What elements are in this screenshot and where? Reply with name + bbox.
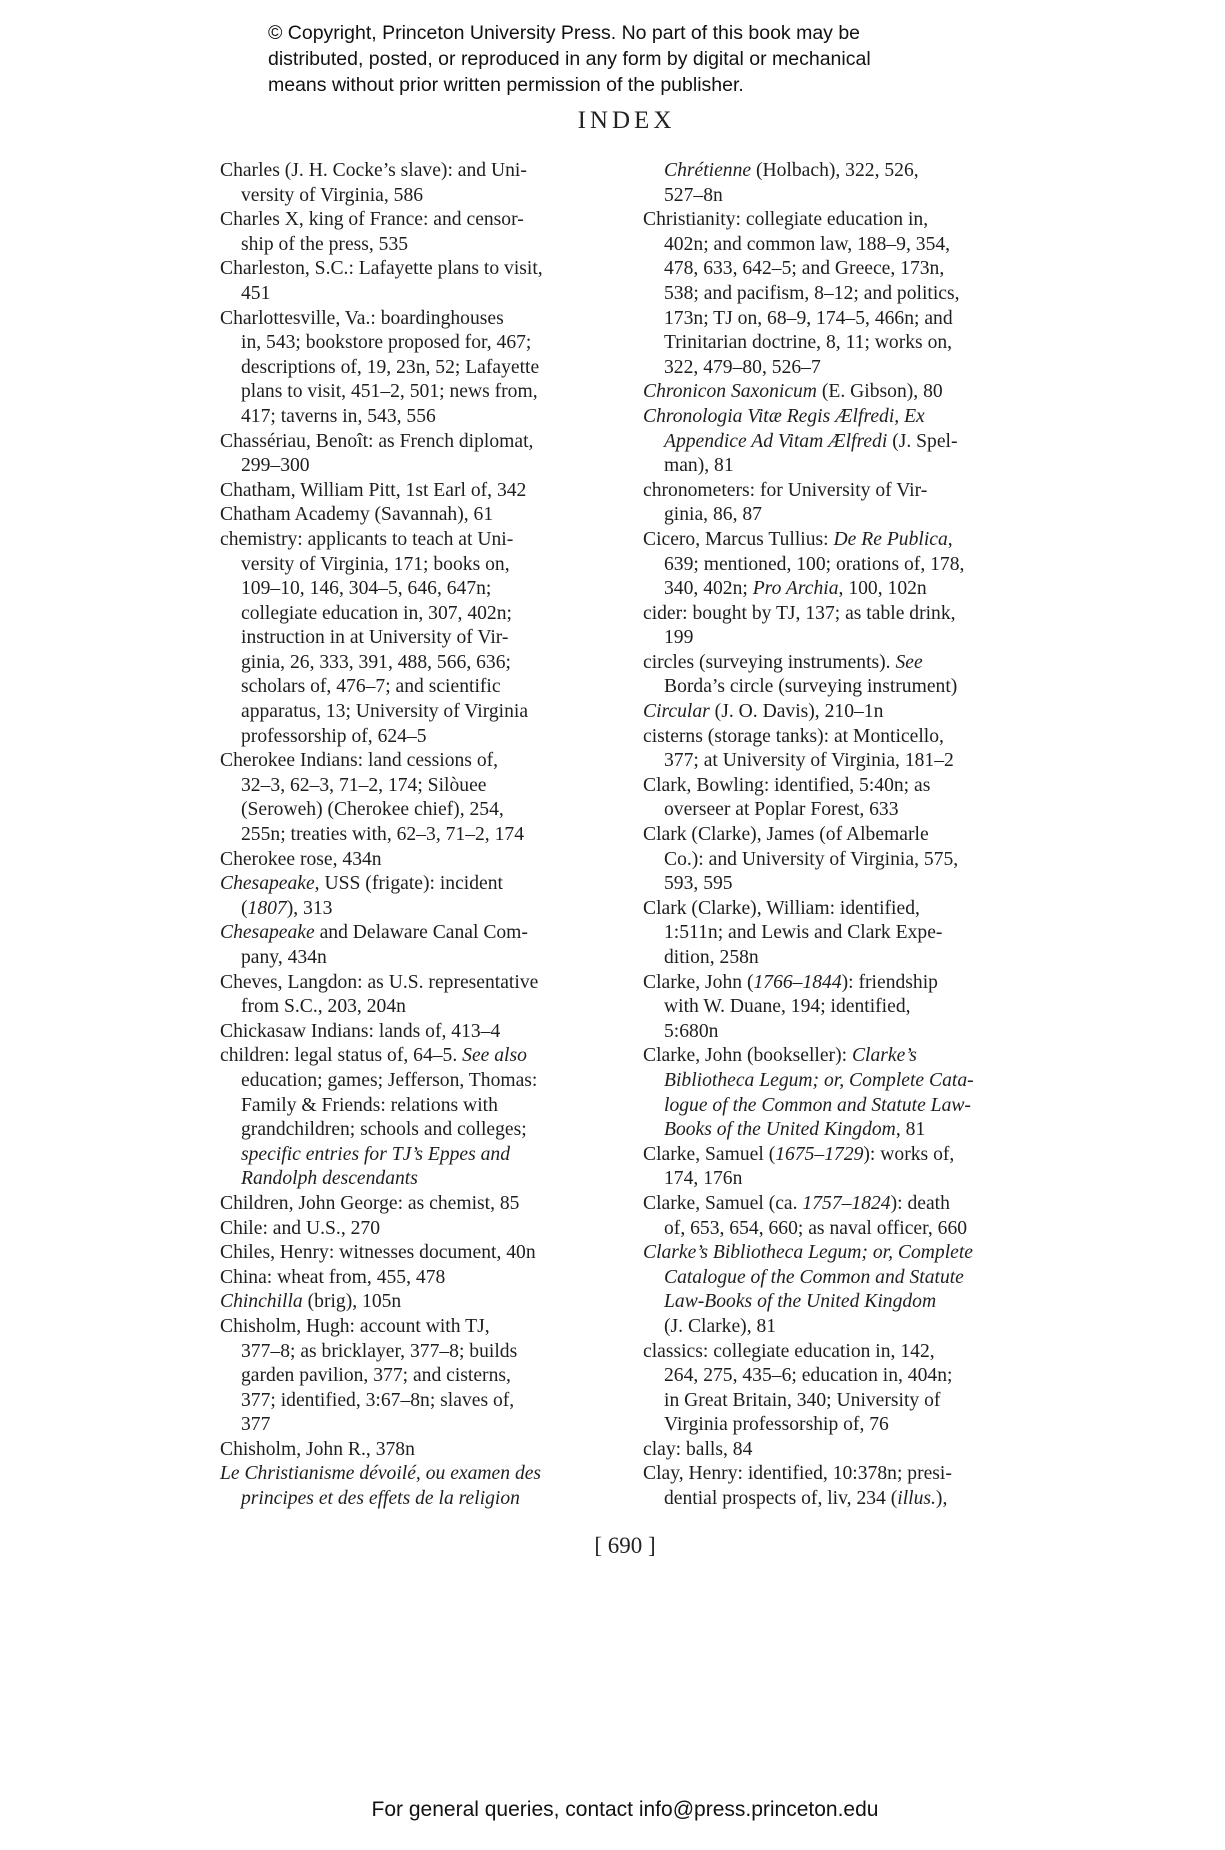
index-entry-line: versity of Virginia, 586 [241, 184, 424, 206]
index-entry-line: 377; identified, 3:67–8n; slaves of, [241, 1389, 515, 1411]
index-entry [643, 1340, 1048, 1438]
index-column-left [220, 159, 625, 1512]
index-entry [643, 1044, 1048, 1142]
index-entry-line: Clarke, John (bookseller): Clarke’s [643, 1045, 917, 1067]
index-entry-line: overseer at Poplar Forest, 633 [664, 799, 899, 821]
index-entry-line: 538; and pacifism, 8–12; and politics, [664, 282, 960, 304]
index-entry-line: garden pavilion, 377; and cisterns, [241, 1365, 511, 1387]
index-entry-line: collegiate education in, 307, 402n; [241, 602, 512, 624]
index-entry-line: 322, 479–80, 526–7 [664, 356, 821, 378]
index-entry-line: 402n; and common law, 188–9, 354, [664, 233, 951, 255]
index-entry-line: Clark (Clarke), James (of Albemarle [643, 824, 929, 846]
page-number: [ 690 ] [594, 1533, 656, 1558]
index-entry [220, 1315, 625, 1438]
index-entry [220, 307, 625, 430]
index-entry-line: man), 81 [664, 455, 734, 477]
index-entry-line: Chesapeake, USS (frigate): incident [220, 873, 503, 895]
index-entry-line: education; games; Jefferson, Thomas: [241, 1069, 538, 1091]
index-entry-line: in, 543; bookstore proposed for, 467; [241, 332, 532, 354]
index-entry-line: pany, 434n [241, 947, 327, 968]
index-entry-line: Clarke, John (1766–1844): friendship [643, 971, 938, 993]
index-entry-line: Law-Books of the United Kingdom [664, 1291, 937, 1313]
index-entry-line: Cicero, Marcus Tullius: De Re Publica, [643, 528, 953, 550]
index-entry [643, 897, 1048, 971]
index-entry-line: Clarke, Samuel (ca. 1757–1824): death [643, 1192, 950, 1214]
index-entry [220, 479, 625, 504]
index-entry-line: 264, 275, 435–6; education in, 404n; [664, 1365, 953, 1387]
index-entry-line: Christianity: collegiate education in, [643, 209, 929, 231]
index-entry-line: from S.C., 203, 204n [241, 996, 406, 1018]
index-entry [220, 1217, 625, 1242]
index-entry-line: professorship of, 624–5 [241, 725, 427, 747]
index-entry [220, 1438, 625, 1463]
index-entry-line: 173n; TJ on, 68–9, 174–5, 466n; and [664, 307, 953, 329]
index-entry-line: 5:680n [664, 1020, 719, 1042]
index-entry [220, 528, 625, 749]
footer-contact: For general queries, contact info@press.princeton.edu [371, 1798, 879, 1821]
index-entry [220, 848, 625, 873]
index-entry [643, 1462, 1048, 1511]
index-entry-line: Cherokee rose, 434n [220, 848, 382, 870]
index-entry [220, 503, 625, 528]
index-entry-line: Family & Friends: relations with [241, 1094, 498, 1116]
index-entry-line: (1807), 313 [241, 897, 333, 919]
index-entry [220, 971, 625, 1020]
index-entry-line: circles (surveying instruments). See [643, 651, 923, 673]
index-entry [643, 1192, 1048, 1241]
index-entry-line: Books of the United Kingdom, 81 [664, 1119, 926, 1141]
index-entry-line: Appendice Ad Vitam Ælfredi (J. Spel- [664, 430, 958, 452]
index-entry [643, 1241, 1048, 1339]
index-entry-line: Clay, Henry: identified, 10:378n; presi- [643, 1463, 952, 1485]
index-entry-line: Catalogue of the Common and Statute [664, 1266, 964, 1288]
index-entry-line: cider: bought by TJ, 137; as table drink, [643, 602, 956, 624]
index-entry [643, 479, 1048, 528]
index-entry-line: grandchildren; schools and colleges; [241, 1119, 527, 1141]
index-entry [643, 208, 1048, 380]
index-entry-line: 451 [241, 282, 271, 304]
index-entry-line: (Seroweh) (Cherokee chief), 254, [241, 799, 504, 821]
index-entry-line: plans to visit, 451–2, 501; news from, [241, 381, 538, 403]
index-entry-line: 377–8; as bricklayer, 377–8; builds [241, 1340, 518, 1362]
index-entry [220, 872, 625, 921]
index-entry [220, 1290, 625, 1315]
index-entry-line: ship of the press, 535 [241, 233, 409, 255]
index-entry-line: of, 653, 654, 660; as naval officer, 660 [664, 1217, 968, 1239]
index-entry [220, 159, 625, 208]
index-entry-line: instruction in at University of Vir- [241, 627, 509, 649]
index-entry-line: 299–300 [241, 455, 310, 477]
index-entry [220, 1266, 625, 1291]
index-entry-line: specific entries for TJ’s Eppes and [241, 1143, 511, 1165]
index-entry-line: (J. Clarke), 81 [664, 1315, 777, 1337]
index-entry [220, 1192, 625, 1217]
index-entry-line: 377; at University of Virginia, 181–2 [664, 750, 954, 772]
index-entry-line: China: wheat from, 455, 478 [220, 1266, 446, 1288]
index-entry-line: Circular (J. O. Davis), 210–1n [643, 701, 884, 723]
index-entry-line: principes et des effets de la religion [241, 1488, 520, 1510]
index-entry-line: ginia, 86, 87 [664, 504, 762, 526]
index-entry-line: Co.): and University of Virginia, 575, [664, 848, 959, 870]
page-heading-text: INDEX [577, 107, 676, 134]
index-entry-line: Chronologia Vitæ Regis Ælfredi, Ex [643, 405, 925, 427]
index-entry-line: Bibliotheca Legum; or, Complete Cata- [664, 1069, 974, 1091]
index-entry [643, 528, 1048, 602]
index-entry-line: 340, 402n; Pro Archia, 100, 102n [664, 578, 927, 600]
index-entry [643, 380, 1048, 405]
index-entry [220, 921, 625, 970]
index-entry-line: 109–10, 146, 304–5, 646, 647n; [241, 578, 492, 600]
index-entry [220, 1241, 625, 1266]
index-entry-line: cisterns (storage tanks): at Monticello, [643, 725, 944, 747]
index-entry-line: Chatham Academy (Savannah), 61 [220, 504, 494, 526]
page-heading [0, 107, 1225, 135]
index-entry-line: Trinitarian doctrine, 8, 11; works on, [664, 332, 953, 354]
index-entry-line: Chrétienne (Holbach), 322, 526, [664, 160, 919, 181]
index-entry-line: Chassériau, Benoît: as French diplomat, [220, 430, 534, 452]
index-entry [220, 1044, 625, 1192]
copyright-notice [268, 20, 988, 98]
index-entry-line: scholars of, 476–7; and scientific [241, 676, 501, 698]
index-entry-line: Chisholm, John R., 378n [220, 1438, 415, 1460]
index-entry [220, 257, 625, 306]
index-entry-line: Chesapeake and Delaware Canal Com- [220, 922, 528, 944]
index-entry-line: descriptions of, 19, 23n, 52; Lafayette [241, 356, 540, 378]
index-entry [643, 1438, 1048, 1463]
index-entry-line: versity of Virginia, 171; books on, [241, 553, 510, 575]
index-entry-line: dition, 258n [664, 947, 759, 968]
index-entry-line: Chinchilla (brig), 105n [220, 1291, 402, 1313]
index-entry-line: children: legal status of, 64–5. See also [220, 1045, 527, 1067]
index-entry [220, 1020, 625, 1045]
index-entry-line: 593, 595 [664, 873, 733, 895]
index-entry-line: 32–3, 62–3, 71–2, 174; Silòuee [241, 774, 487, 796]
index-entry-line: apparatus, 13; University of Virginia [241, 701, 529, 723]
index-entry-line: 1:511n; and Lewis and Clark Expe- [664, 922, 943, 944]
index-entry-line: Clarke’s Bibliotheca Legum; or, Complete [643, 1242, 973, 1264]
index-entry-line: classics: collegiate education in, 142, [643, 1340, 935, 1362]
index-entry-line: Cheves, Langdon: as U.S. representative [220, 971, 539, 993]
copyright-line: distributed, posted, or reproduced in any form by digital or mechanical [268, 48, 871, 70]
index-entry-line: Cherokee Indians: land cessions of, [220, 750, 499, 772]
index-entry-line: chemistry: applicants to teach at Uni- [220, 528, 514, 550]
index-entry-line: Chatham, William Pitt, 1st Earl of, 342 [220, 479, 527, 501]
index-entry-line: logue of the Common and Statute Law- [664, 1094, 971, 1116]
index-entry-line: 199 [664, 627, 694, 649]
index-entry-line: Chronicon Saxonicum (E. Gibson), 80 [643, 381, 943, 403]
index-entry-line: 417; taverns in, 543, 556 [241, 405, 436, 427]
index-entry-line: Clarke, Samuel (1675–1729): works of, [643, 1143, 955, 1165]
index-entry-line: Chiles, Henry: witnesses document, 40n [220, 1242, 536, 1264]
index-entry [220, 1462, 625, 1511]
index-entry [643, 725, 1048, 774]
index-entry [643, 651, 1048, 700]
copyright-line: means without prior written permission of the publisher. [268, 74, 744, 96]
index-entry [643, 602, 1048, 651]
index-entry-line: ginia, 26, 333, 391, 488, 566, 636; [241, 651, 511, 673]
index-entry-line: 639; mentioned, 100; orations of, 178, [664, 553, 965, 575]
index-entry [643, 971, 1048, 1045]
index-entry-line: Borda’s circle (surveying instrument) [664, 676, 958, 698]
index-entry-line: Virginia professorship of, 76 [664, 1414, 889, 1436]
index-entry-line: 174, 176n [664, 1168, 743, 1190]
index-entry-line: Charles X, king of France: and censor- [220, 209, 524, 231]
index-entry-line: Charlottesville, Va.: boardinghouses [220, 307, 504, 329]
index-entry [220, 208, 625, 257]
index-column-right [643, 159, 1048, 1512]
index-entry [643, 823, 1048, 897]
index-entry [643, 1143, 1048, 1192]
index-entry-line: Clark (Clarke), William: identified, [643, 897, 920, 919]
index-entry [643, 774, 1048, 823]
index-entry-line: Le Christianisme dévoilé, ou examen des [220, 1463, 542, 1485]
index-entry [643, 405, 1048, 479]
index-entry-line: in Great Britain, 340; University of [664, 1389, 941, 1411]
index-entry-line: 377 [241, 1414, 271, 1436]
index-entry [643, 700, 1048, 725]
index-entry-line: chronometers: for University of Vir- [643, 479, 928, 501]
index-entry-line: Clark, Bowling: identified, 5:40n; as [643, 774, 931, 796]
index-entry-line: 478, 633, 642–5; and Greece, 173n, [664, 258, 945, 280]
index-entry-line: Chisholm, Hugh: account with TJ, [220, 1315, 490, 1337]
index-entry [643, 159, 1048, 208]
copyright-line: © Copyright, Princeton University Press. No part of this book may be [268, 22, 861, 44]
index-entry-line: clay: balls, 84 [643, 1438, 753, 1460]
index-entry-line: Charles (J. H. Cocke’s slave): and Uni- [220, 160, 527, 181]
index-entry-line: Chickasaw Indians: lands of, 413–4 [220, 1020, 501, 1042]
index-entry-line: Children, John George: as chemist, 85 [220, 1192, 520, 1214]
index-entry-line: Charleston, S.C.: Lafayette plans to visit, [220, 258, 543, 280]
index-entry-line: 527–8n [664, 184, 723, 206]
index-entry [220, 430, 625, 479]
index-entry-line: Randolph descendants [241, 1168, 418, 1190]
index-entry [220, 749, 625, 847]
index-entry-line: Chile: and U.S., 270 [220, 1217, 381, 1239]
index-entry-line: dential prospects of, liv, 234 (illus.), [664, 1488, 948, 1510]
index-entry-line: with W. Duane, 194; identified, [664, 996, 911, 1018]
index-entry-line: 255n; treaties with, 62–3, 71–2, 174 [241, 824, 524, 846]
